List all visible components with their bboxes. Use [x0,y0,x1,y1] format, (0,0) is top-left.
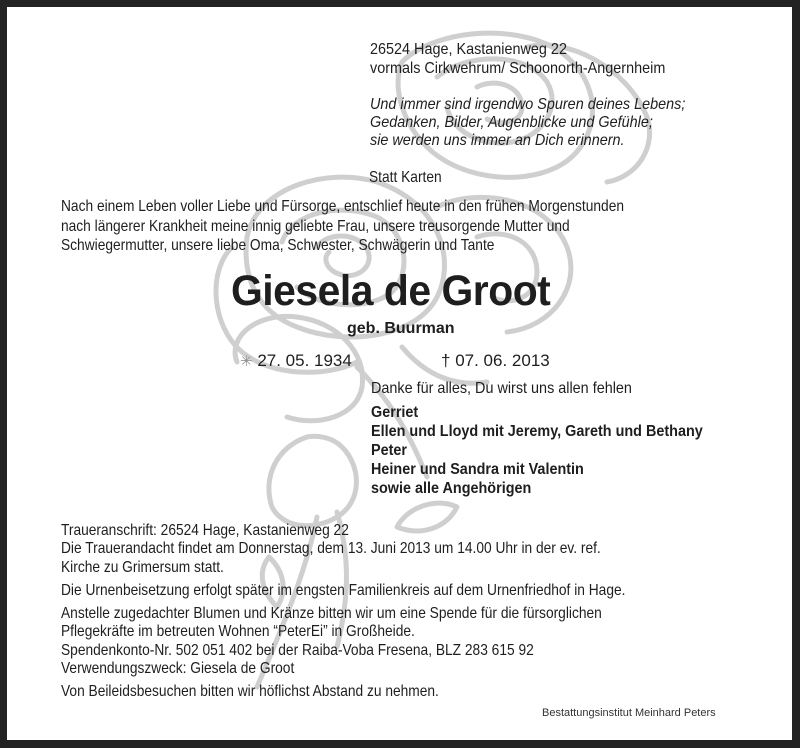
intro-line-2: nach längerer Krankheit meine innig geliebte Frau, unsere treusorgende Mutter und [61,218,570,235]
service-line-1: Die Trauerandacht findet am Donnerstag, dem 13. Juni 2013 um 14.00 Uhr in der ev. ref. [61,540,601,557]
death-date-row [441,351,550,370]
birth-date: 27. 05. 1934 [257,351,352,370]
birth-date-row [240,351,352,371]
mourning-address: Traueranschrift: 26524 Hage, Kastanienweg 22 [61,522,349,539]
thanks-line: Danke für alles, Du wirst uns allen fehlen [371,380,632,397]
account-line-2: Verwendungszweck: Giesela de Groot [61,660,295,677]
statt-karten-label: Statt Karten [369,169,442,186]
intro-line-3: Schwiegermutter, unsere liebe Oma, Schwester, Schwägerin und Tante [61,237,495,254]
former-residence: vormals Cirkwehrum/ Schoonorth-Angernheim [370,60,666,77]
death-cross-icon: † [441,351,451,370]
poem-line-2: Gedanken, Bilder, Augenblicke und Gefühle; [370,114,653,131]
family-member: Peter [371,442,408,459]
birth-star-icon: ✳ [240,353,253,370]
donation-line-2: Pflegekräfte im betreuten Wohnen “PeterEi” in Großheide. [61,623,415,640]
poem-line-3: sie werden uns immer an Dich erinnern. [370,132,625,149]
residence-address: 26524 Hage, Kastanienweg 22 [370,41,567,58]
account-line-1: Spendenkonto-Nr. 502 051 402 bei der Raiba-Voba Fresena, BLZ 283 615 92 [61,642,534,659]
obituary-page [7,7,792,740]
service-line-2: Kirche zu Grimersum statt. [61,559,224,576]
family-member: Ellen und Lloyd mit Jeremy, Gareth und Bethany [371,423,703,440]
family-member: Gerriet [371,404,419,421]
poem-line-1: Und immer sind irgendwo Spuren deines Lebens; [370,96,686,113]
visits-note: Von Beileidsbesuchen bitten wir höflichst Abstand zu nehmen. [61,683,439,700]
family-member: sowie alle Angehörigen [371,480,532,497]
family-member: Heiner und Sandra mit Valentin [371,461,584,478]
donation-line-1: Anstelle zugedachter Blumen und Kränze bitten wir um eine Spende für die fürsorglichen [61,605,602,622]
deceased-name: Giesela de Groot [231,267,551,315]
intro-line-1: Nach einem Leben voller Liebe und Fürsorge, entschlief heute in den frühen Morgenstunden [61,198,625,215]
funeral-home: Bestattungsinstitut Meinhard Peters [542,707,716,719]
burial-info: Die Urnenbeisetzung erfolgt später im engsten Familienkreis auf dem Urnenfriedhof in Hage. [61,582,626,599]
maiden-name: geb. Buurman [347,320,455,337]
death-date: 07. 06. 2013 [455,351,550,370]
